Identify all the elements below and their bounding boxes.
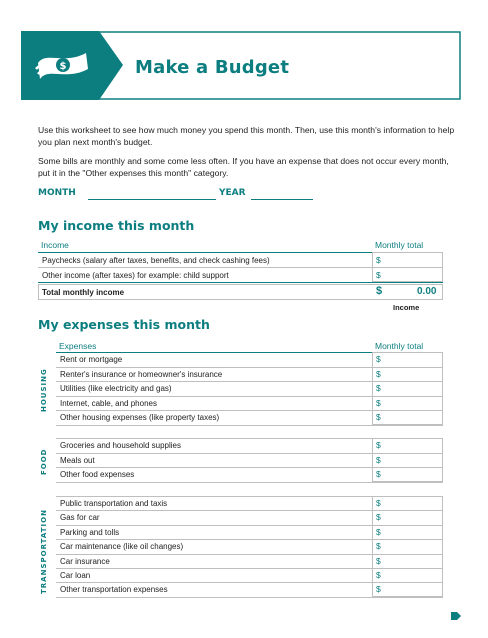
row-divider bbox=[56, 525, 443, 526]
transportation-row-label: Gas for car bbox=[60, 513, 100, 523]
income-other-input[interactable]: $ bbox=[376, 270, 381, 280]
row-divider bbox=[56, 482, 443, 483]
housing-amount-input[interactable]: $ bbox=[376, 354, 381, 364]
month-input-line[interactable] bbox=[88, 199, 216, 200]
row-divider bbox=[56, 597, 443, 598]
expenses-col-header: Expenses bbox=[59, 341, 97, 351]
money-bill-icon bbox=[34, 43, 94, 87]
income-paychecks-input[interactable]: $ bbox=[376, 255, 381, 265]
expenses-total-col-header: Monthly total bbox=[375, 341, 424, 351]
transportation-category-label: TRANSPORTATION bbox=[40, 509, 48, 594]
row-divider bbox=[56, 367, 443, 368]
food-amount-box bbox=[372, 438, 443, 482]
housing-row-label: Utilities (like electricity and gas) bbox=[60, 384, 172, 393]
total-income-caption: Income bbox=[393, 303, 420, 312]
year-label: YEAR bbox=[219, 188, 246, 198]
transportation-amount-input[interactable]: $ bbox=[376, 570, 381, 580]
total-income-label: Total monthly income bbox=[42, 288, 125, 297]
intro-paragraph-2: Some bills are monthly and some come less often. If you have an expense that does not occur every month, put it in the "Other expenses this month" category. bbox=[38, 156, 449, 178]
page-title: Make a Budget bbox=[135, 57, 290, 78]
row-divider bbox=[56, 539, 443, 540]
food-amount-input[interactable]: $ bbox=[376, 440, 381, 450]
housing-row-label: Rent or mortgage bbox=[60, 355, 123, 364]
transportation-amount-input[interactable]: $ bbox=[376, 584, 381, 595]
income-row-other: Other income (after taxes) for example: child support bbox=[42, 271, 229, 280]
housing-amount-input[interactable]: $ bbox=[376, 383, 381, 393]
total-income-currency: $ bbox=[376, 285, 383, 297]
housing-row-label: Internet, cable, and phones bbox=[60, 398, 157, 408]
next-page-arrow-icon[interactable] bbox=[451, 612, 461, 620]
transportation-amount-input[interactable]: $ bbox=[376, 512, 381, 523]
housing-category-label: HOUSING bbox=[40, 368, 48, 412]
transportation-amount-input[interactable]: $ bbox=[376, 555, 381, 566]
row-divider bbox=[56, 582, 443, 583]
intro-paragraph-1: Use this worksheet to see how much money you spend this month. Then, use this month's information to help you plan next month's budget. bbox=[38, 125, 455, 147]
housing-amount-box bbox=[372, 352, 443, 425]
transportation-row-label: Car loan bbox=[60, 571, 91, 580]
housing-amount-input[interactable]: $ bbox=[376, 368, 381, 379]
transportation-row-label: Public transportation and taxis bbox=[60, 499, 168, 508]
expenses-heading: My expenses this month bbox=[38, 317, 210, 332]
income-row-paychecks: Paychecks (salary after taxes, benefits, and check cashing fees) bbox=[42, 256, 270, 265]
food-category-label: FOOD bbox=[40, 448, 48, 475]
row-divider bbox=[56, 510, 443, 511]
year-input-line[interactable] bbox=[251, 199, 313, 200]
row-divider bbox=[56, 425, 443, 426]
food-row-label: Meals out bbox=[60, 455, 95, 465]
income-col-header: Income bbox=[41, 240, 69, 250]
total-income-value: 0.00 bbox=[417, 286, 437, 297]
housing-amount-input[interactable]: $ bbox=[376, 397, 381, 408]
housing-row-label: Renter's insurance or homeowner's insurance bbox=[60, 369, 223, 379]
row-divider bbox=[56, 381, 443, 382]
housing-row-label: Other housing expenses (like property taxes) bbox=[60, 413, 220, 422]
row-divider bbox=[56, 467, 443, 468]
month-label: MONTH bbox=[38, 188, 76, 198]
transportation-amount-input[interactable]: $ bbox=[376, 541, 381, 552]
transportation-row-label: Other transportation expenses bbox=[60, 585, 168, 595]
transportation-row-label: Car insurance bbox=[60, 556, 110, 566]
row-divider bbox=[56, 453, 443, 454]
housing-amount-input[interactable]: $ bbox=[376, 412, 381, 422]
row-divider bbox=[56, 568, 443, 569]
food-row-label: Groceries and household supplies bbox=[60, 441, 181, 450]
transportation-amount-input[interactable]: $ bbox=[376, 498, 381, 508]
income-total-col-header: Monthly total bbox=[375, 240, 424, 250]
food-row-label: Other food expenses bbox=[60, 470, 135, 479]
transportation-row-label: Car maintenance (like oil changes) bbox=[60, 542, 184, 552]
transportation-row-label: Parking and tolls bbox=[60, 527, 120, 537]
row-divider bbox=[56, 396, 443, 397]
svg-text:$: $ bbox=[59, 61, 67, 72]
food-amount-input[interactable]: $ bbox=[376, 454, 381, 465]
transportation-amount-input[interactable]: $ bbox=[376, 526, 381, 537]
row-divider bbox=[56, 554, 443, 555]
row-divider bbox=[56, 410, 443, 411]
food-amount-input[interactable]: $ bbox=[376, 469, 381, 479]
income-heading: My income this month bbox=[38, 218, 195, 233]
